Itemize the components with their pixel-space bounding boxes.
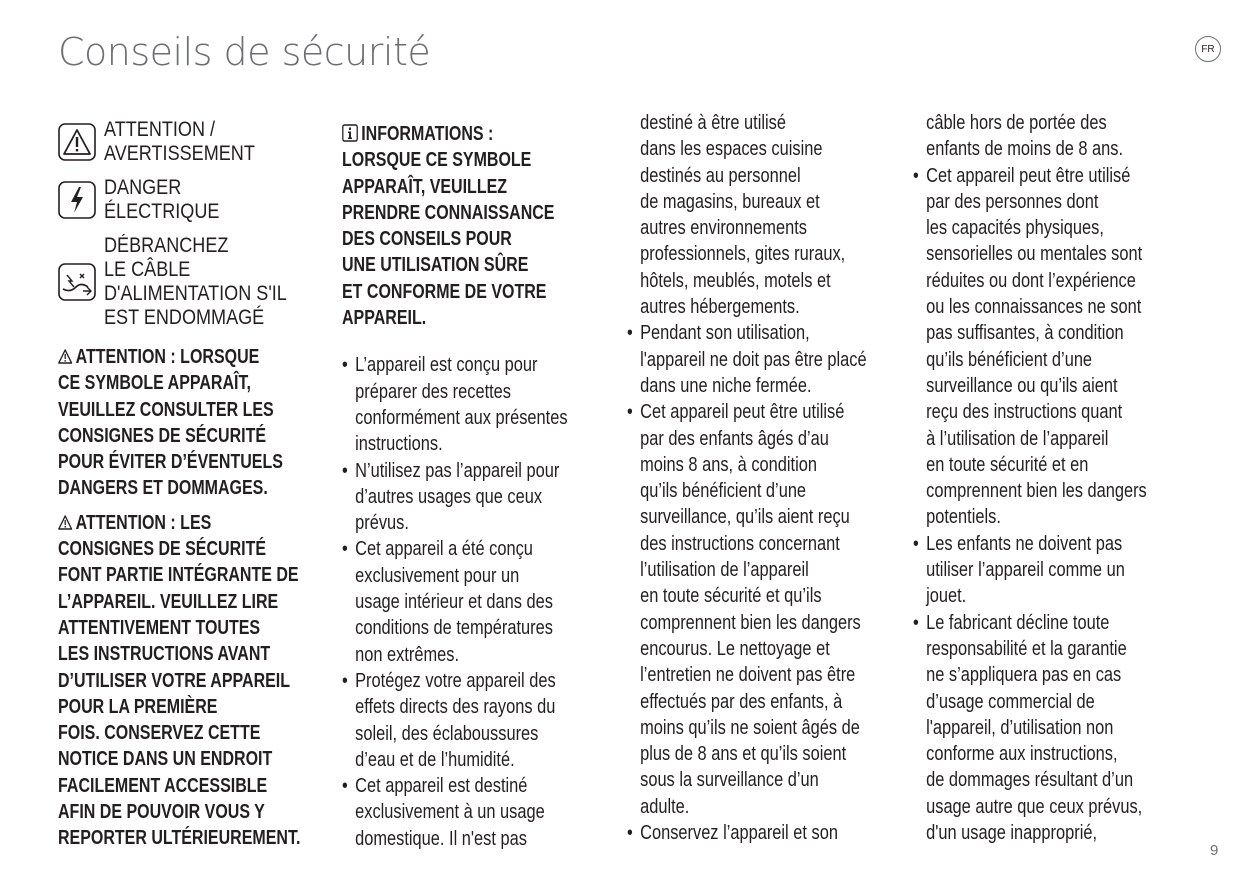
symbol-label: DANGER ÉLECTRIQUE xyxy=(104,176,220,223)
list-item: • Protégez votre appareil des effets directs des rayons du soleil, des éclaboussures d’eau et de l’humidité. xyxy=(342,668,626,773)
damaged-cable-icon xyxy=(58,263,96,301)
symbol-label: ATTENTION / AVERTISSEMENT xyxy=(104,118,255,165)
list-item: • L’appareil est conçu pour préparer des recettes conformément aux présentes instructions. xyxy=(342,352,626,457)
column-4 xyxy=(913,110,1203,846)
page-number: 9 xyxy=(1210,842,1219,859)
warning-triangle-icon xyxy=(58,345,72,360)
bullet-list xyxy=(342,352,604,852)
page-title: Conseils de sécurité xyxy=(58,30,431,74)
symbol-row-cable xyxy=(58,234,328,330)
bullet-list xyxy=(627,320,907,846)
warning-paragraph xyxy=(58,344,322,502)
list-item: • Cet appareil peut être utilisé par des enfants âgés d’au moins 8 ans, à condition qu’ils bénéficient d’une surveillance, qu’ils aient reçu des instructions concernant l’utilisation de l’appareil en toute sécurité et qu’ils comprennent bien les dangers encourus. Le nettoyage et l’entretien ne doivent pas être effectués par des enfants, à moins qu’ils ne soient âgés de plus de 8 ans et qu’ils soient sous la surveillance d’un adulte. xyxy=(627,399,911,820)
column-symbols-warnings xyxy=(58,118,328,852)
list-item: • Pendant son utilisation, l'appareil ne doit pas être placé dans une niche fermée. xyxy=(627,320,911,399)
info-text: INFORMATIONS : LORSQUE CE SYMBOLE APPARAÎT, VEUILLEZ PRENDRE CONNAISSANCE DES CONSEILS POUR UNE UTILISATION SÛRE ET CONFORME DE VOTRE APPAREIL. xyxy=(342,123,555,330)
continued-text: câble hors de portée des enfants de moins de 8 ans. xyxy=(926,112,1124,161)
list-item: • Le fabricant décline toute responsabilité et la garantie ne s’appliquera pas en cas d’usage commercial de l'appareil, d’utilisation non conforme aux instructions, de dommages résultant d’un usage autre que ceux prévus, d'un usage inapproprié, xyxy=(913,610,1197,847)
list-item: • N’utilisez pas l’appareil pour d’autres usages que ceux prévus. xyxy=(342,458,626,537)
list-item: • Les enfants ne doivent pas utiliser l’appareil comme un jouet. xyxy=(913,531,1197,610)
warning-paragraph xyxy=(58,510,322,852)
symbol-row-electric xyxy=(58,176,328,224)
column-info-bullets xyxy=(342,121,604,852)
column-3 xyxy=(627,110,907,846)
info-heading xyxy=(342,121,598,331)
symbol-label: DÉBRANCHEZ LE CÂBLE D'ALIMENTATION S'IL EST ENDOMMAGÉ xyxy=(104,234,287,329)
warning-triangle-icon xyxy=(58,511,72,526)
list-item: • Cet appareil peut être utilisé par des personnes dont les capacités physiques, sensorielles ou mentales sont réduites ou dont l’expérience ou les connaissances ne sont pas suffisantes, à condition qu’ils bénéficient d’une surveillance ou qu’ils aient reçu des instructions quant à l’utilisation de l’appareil en toute sécurité et en comprennent bien les dangers potentiels. xyxy=(913,163,1197,531)
continued-text: destiné à être utilisé dans les espaces cuisine destinés au personnel de magasins, bureaux et autres environnements professionnels, gites ruraux, hôtels, meublés, motels et autres hébergements. xyxy=(640,112,846,319)
warning-text: ATTENTION : LORSQUE CE SYMBOLE APPARAÎT, VEUILLEZ CONSULTER LES CONSIGNES DE SÉCURITÉ POUR ÉVITER D’ÉVENTUELS DANGERS ET DOMMAGES. xyxy=(58,346,283,500)
list-item: • Cet appareil est destiné exclusivement à un usage domestique. Il n'est pas xyxy=(342,773,626,852)
bullet-list xyxy=(913,163,1203,847)
info-icon xyxy=(342,123,358,141)
list-item: • Cet appareil a été conçu exclusivement pour un usage intérieur et dans des conditions de températures non extrêmes. xyxy=(342,536,626,667)
warning-triangle-icon xyxy=(58,123,96,161)
language-badge: FR xyxy=(1195,36,1221,62)
warning-text: ATTENTION : LES CONSIGNES DE SÉCURITÉ FONT PARTIE INTÉGRANTE DE L’APPAREIL. VEUILLEZ LIRE ATTENTIVEMENT TOUTES LES INSTRUCTIONS AVANT D’UTILISER VOTRE APPAREIL POUR LA PREMIÈRE FOIS. CONSERVEZ CETTE NOTICE DANS UN ENDROIT FACILEMENT ACCESSIBLE AFIN DE POUVOIR VOUS Y REPORTER ULTÉRIEUREMENT. xyxy=(58,511,301,850)
list-item: • Conservez l’appareil et son xyxy=(627,820,911,846)
lightning-bolt-icon xyxy=(58,181,96,219)
symbol-row-attention xyxy=(58,118,328,166)
